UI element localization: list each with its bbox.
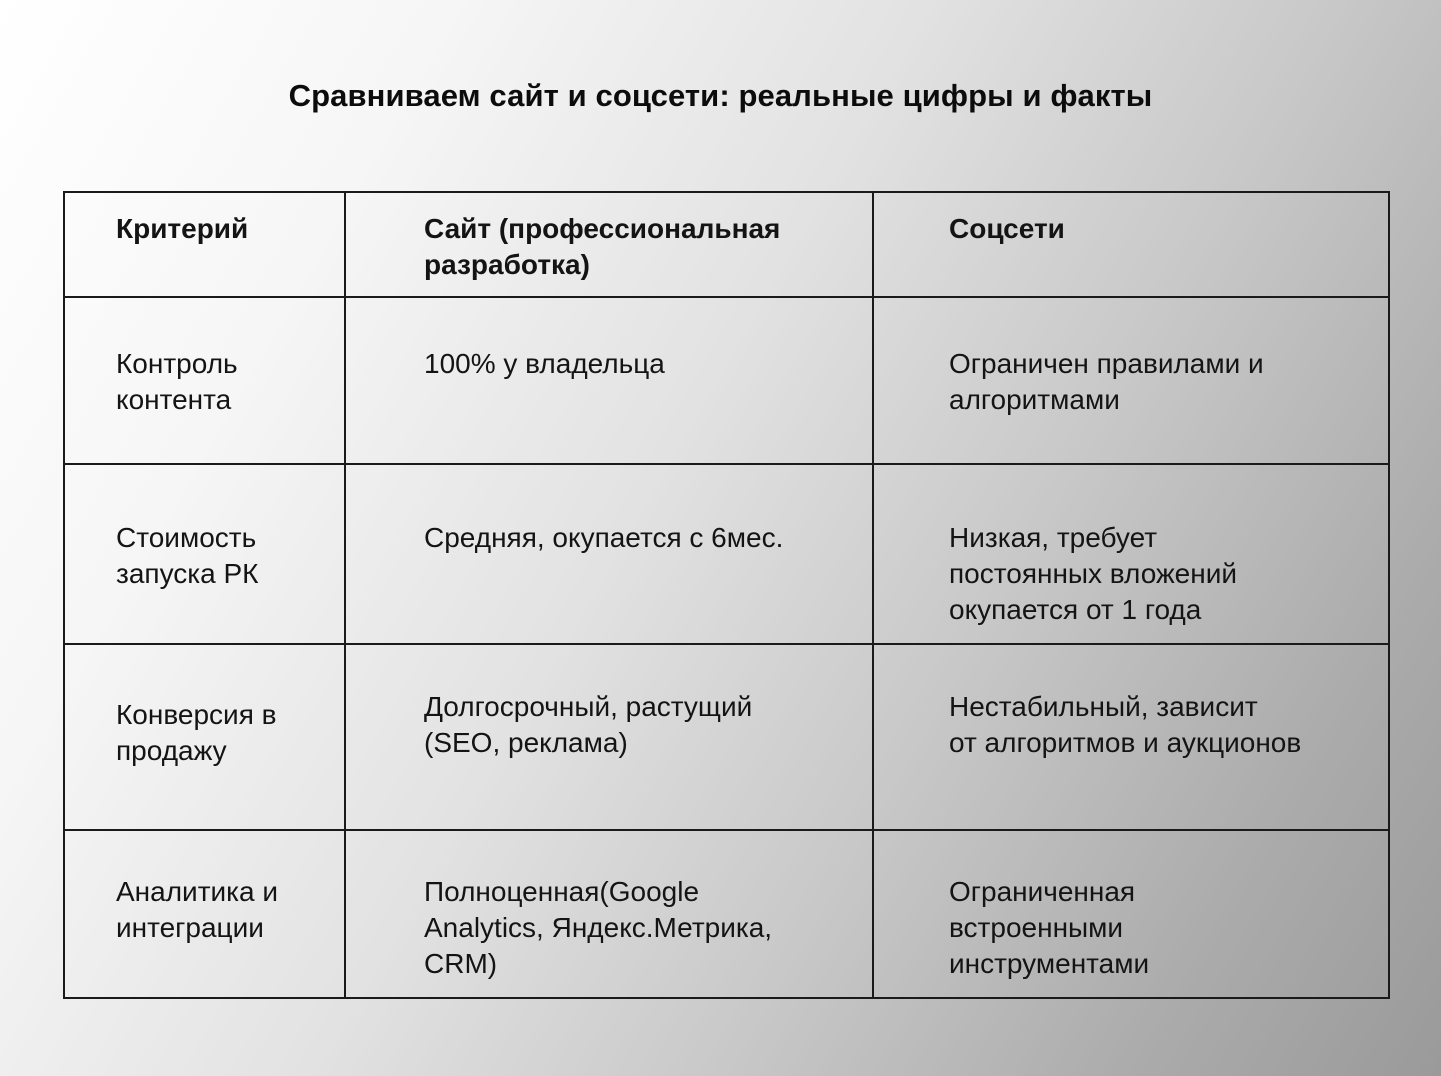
table-header-row — [64, 192, 1389, 297]
site-cell: 100% у владельца — [345, 297, 873, 464]
table-row — [64, 297, 1389, 464]
header-criterion: Критерий — [64, 192, 345, 297]
table-row — [64, 644, 1389, 830]
social-cell: Ограниченная встроенными инструментами — [873, 830, 1389, 998]
social-cell: Нестабильный, зависит от алгоритмов и аукционов — [873, 644, 1389, 830]
criterion-cell: Контроль контента — [64, 297, 345, 464]
social-cell: Ограничен правилами и алгоритмами — [873, 297, 1389, 464]
header-social: Соцсети — [873, 192, 1389, 297]
site-cell: Долгосрочный, растущий (SEO, реклама) — [345, 644, 873, 830]
criterion-cell: Аналитика и интеграции — [64, 830, 345, 998]
table-row — [64, 830, 1389, 998]
site-cell: Средняя, окупается с 6мес. — [345, 464, 873, 644]
criterion-cell: Стоимость запуска РК — [64, 464, 345, 644]
social-cell: Низкая, требует постоянных вложений окупается от 1 года — [873, 464, 1389, 644]
page-title: Сравниваем сайт и соцсети: реальные цифры и факты — [288, 78, 1153, 113]
criterion-cell: Конверсия в продажу — [64, 644, 345, 830]
comparison-table — [63, 191, 1390, 999]
site-cell: Полноценная(Google Analytics, Яндекс.Метрика, CRM) — [345, 830, 873, 998]
header-site: Сайт (профессиональная разработка) — [345, 192, 873, 297]
table-row — [64, 464, 1389, 644]
